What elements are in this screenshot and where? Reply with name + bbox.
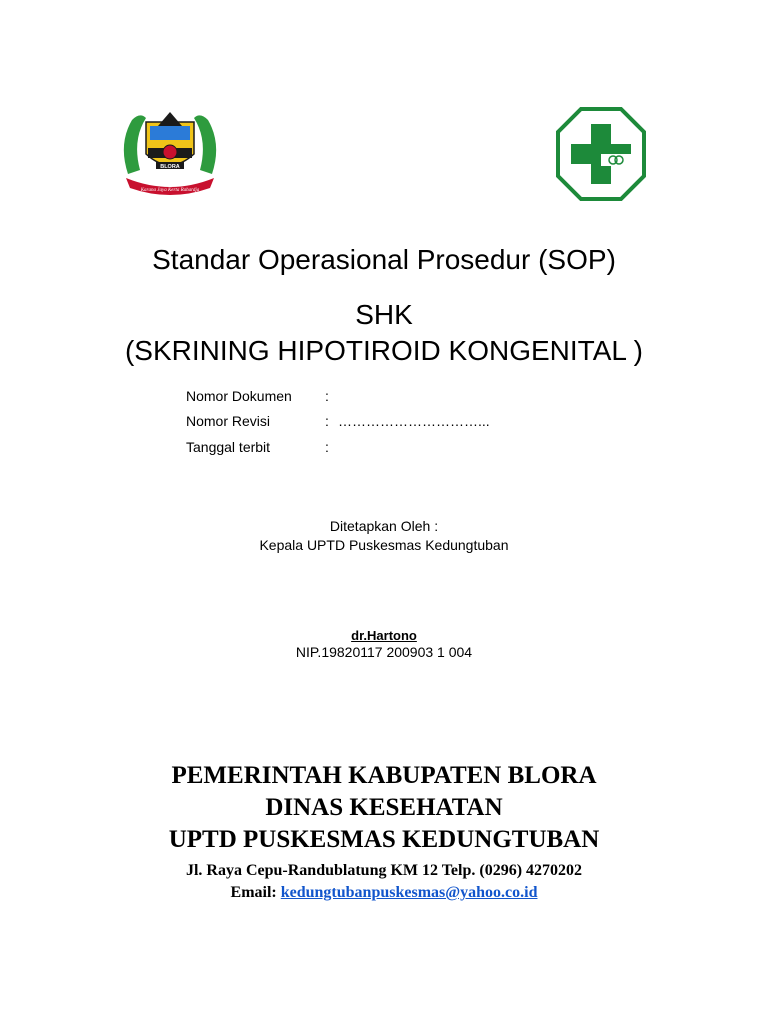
sop-code: SHK: [355, 299, 413, 330]
sop-name: (SKRINING HIPOTIROID KONGENITAL ): [124, 335, 644, 366]
email-link[interactable]: kedungtubanpuskesmas@yahoo.co.id: [280, 884, 538, 901]
footer-address: Jl. Raya Cepu-Randublatung KM 12 Telp. (0296) 4270202: [185, 862, 583, 879]
footer-email-line: [0, 884, 768, 902]
logo-motto: Karana Jaya Kerta Rahardja: [140, 188, 200, 193]
signer-nip: NIP.19820117 200903 1 004: [295, 644, 473, 660]
meta-separator: :: [325, 413, 329, 429]
footer-organization: UPTD PUSKESMAS KEDUNGTUBAN: [168, 826, 600, 853]
meta-value: …………………………...: [338, 413, 490, 429]
footer-department: DINAS KESEHATAN: [265, 794, 503, 821]
meta-label: Nomor Revisi: [186, 413, 271, 429]
meta-label: Tanggal terbit: [186, 439, 271, 455]
approval-position: Kepala UPTD Puskesmas Kedungtuban: [259, 537, 509, 553]
meta-separator: :: [325, 439, 329, 455]
approval-heading: Ditetapkan Oleh :: [329, 518, 439, 534]
meta-label: Nomor Dokumen: [186, 388, 292, 404]
signer-name-wrap: [0, 627, 768, 643]
blora-regency-emblem-icon: [118, 104, 222, 196]
signer-name: dr.Hartono: [351, 628, 417, 643]
logo-banner-text: BLORA: [160, 164, 180, 170]
email-label: Email:: [230, 884, 277, 901]
health-cross-logo-icon: [555, 106, 647, 202]
footer-government: PEMERINTAH KABUPATEN BLORA: [171, 762, 597, 789]
meta-separator: :: [325, 388, 329, 404]
document-title: Standar Operasional Prosedur (SOP): [152, 244, 616, 275]
